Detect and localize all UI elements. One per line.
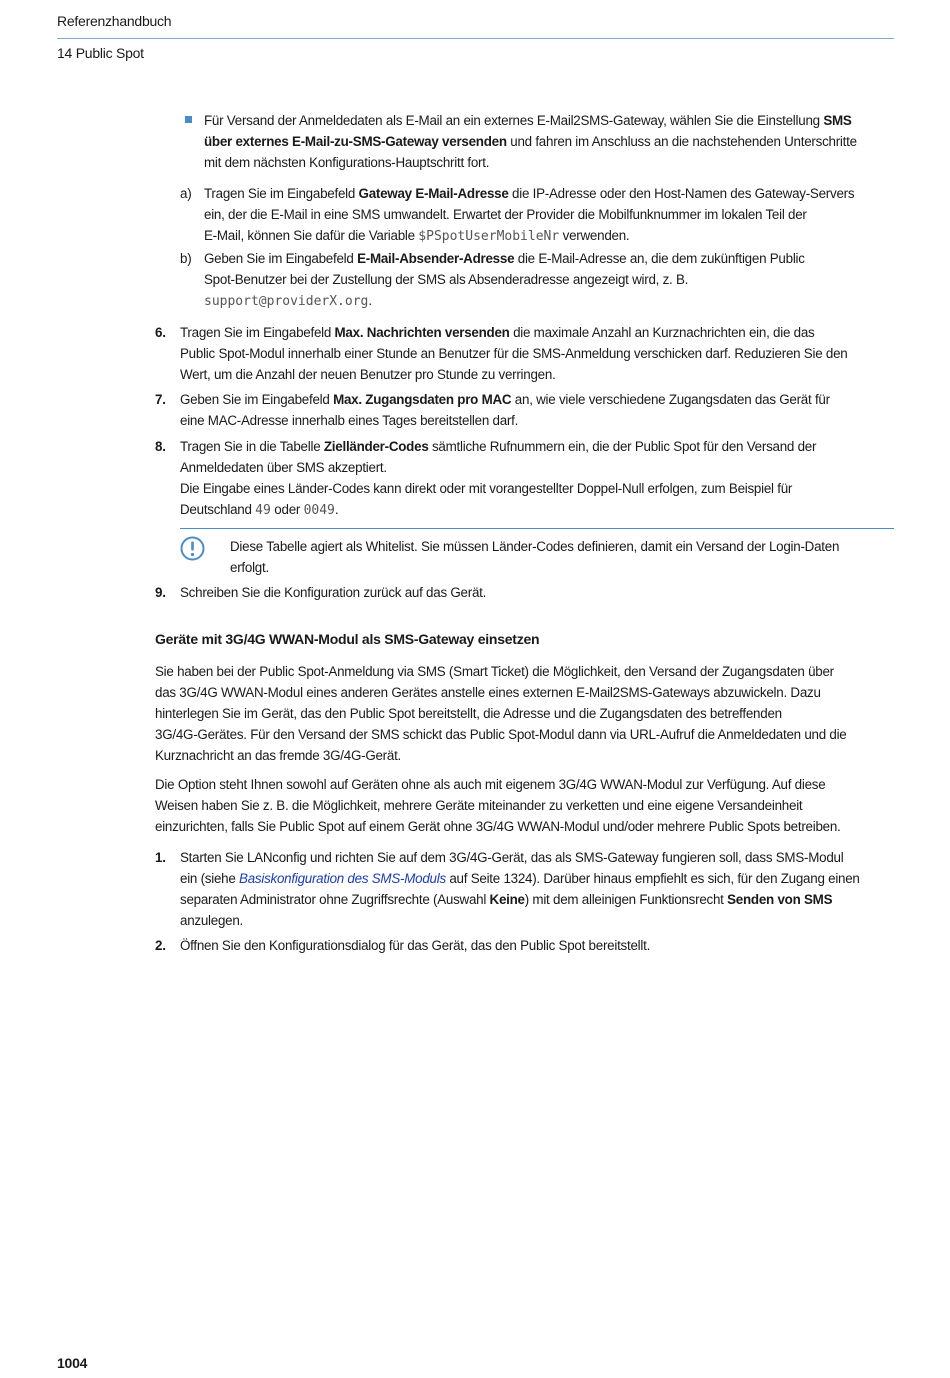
country-code-49: 49 [255,503,271,518]
page-header [57,10,894,64]
step-number-9: 9. [155,585,166,600]
section-heading: Geräte mit 3G/4G WWAN-Modul als SMS-Gateway einsetzen [155,631,540,647]
step-number-7: 7. [155,392,166,407]
info-exclamation-icon [180,536,205,561]
note-divider [180,528,894,529]
step-number-8: 8. [155,439,166,454]
step-7: Geben Sie im Eingabefeld Max. Zugangsdaten pro MAC an, wie viele verschiedene Zugangsdaten das Gerät für eine MAC-Adresse innerhalb eines Tages bereitstellen darf. [180,392,830,428]
step-number-2: 2. [155,938,166,953]
step-8: Tragen Sie in die Tabelle Zielländer-Codes sämtliche Rufnummern ein, die der Public Spot für den Versand der Anmeldedaten über SMS akzeptiert. Die Eingabe eines Länder-Codes kann direkt oder mit vorangestellter Doppel-Null erfolgen, zum Beispiel für Deutschland 49 oder 0049. [180,439,817,518]
chapter-title: 14 Public Spot [57,45,144,61]
step-2: Öffnen Sie den Konfigurationsdialog für das Gerät, das den Public Spot bereitstellt. [180,938,651,953]
country-code-0049: 0049 [303,503,335,518]
step-6: Tragen Sie im Eingabefeld Max. Nachrichten versenden die maximale Anzahl an Kurznachrichten ein, die das Public Spot-Modul innerhalb einer Stunde an Benutzer für die SMS-Anmeldung verschicken darf. Reduzieren Sie den Wert, um die Anzahl der neuen Benutzer pro Stunde zu verringen. [180,325,848,382]
document-title: Referenzhandbuch [57,13,172,29]
note-text: Diese Tabelle agiert als Whitelist. Sie müssen Länder-Codes definieren, damit ein Versand der Login-Daten erfolgt. [230,539,840,575]
basiskonfiguration-link[interactable]: Basiskonfiguration des SMS-Moduls [239,871,446,886]
sub-step-a: Tragen Sie im Eingabefeld Gateway E-Mail-Adresse die IP-Adresse oder den Host-Namen des Gateway-Servers ein, der die E-Mail in eine SMS umwandelt. Erwartet der Provider die Mobilfunknummer im lokalen Teil der E-Mail, können Sie dafür die Variable $PSpotUserMobileNr verwenden. [204,186,855,244]
step-number-6: 6. [155,325,166,340]
bullet-paragraph: Für Versand der Anmeldedaten als E-Mail an ein externes E-Mail2SMS-Gateway, wählen Sie die Einstellung SMS über externes E-Mail-zu-SMS-Gateway versenden und fahren im Anschluss an die nachstehenden Unterschritte mit dem nächsten Konfigurations-Hauptschritt fort. [204,113,857,170]
email-code: support@providerX.org [204,294,369,309]
sub-step-b: Geben Sie im Eingabefeld E-Mail-Absender-Adresse die E-Mail-Adresse an, die dem zukünftigen Public Spot-Benutzer bei der Zustellung der SMS als Absenderadresse angezeigt wird, z. B. support@providerX.org. [204,251,805,309]
step-number-1: 1. [155,850,166,865]
sub-step-marker-b: b) [180,251,192,266]
variable-code: $PSpotUserMobileNr [418,229,560,244]
section-paragraph-2: Die Option steht Ihnen sowohl auf Geräten ohne als auch mit eigenem 3G/4G WWAN-Modul zur Verfügung. Auf diese Weisen haben Sie z. B. die Möglichkeit, mehrere Geräte miteinander zu verketten und eine eigene Versandeinheit einzurichten, falls Sie Public Spot auf einem Gerät ohne 3G/4G WWAN-Modul und/oder mehrere Public Spots betreiben. [155,777,841,834]
square-bullet-icon [185,116,192,123]
page-number: 1004 [57,1355,88,1371]
header-divider [57,38,894,39]
step-9: Schreiben Sie die Konfiguration zurück auf das Gerät. [180,585,487,600]
step-1: Starten Sie LANconfig und richten Sie auf dem 3G/4G-Gerät, das als SMS-Gateway fungieren soll, dass SMS-Modul ein (siehe Basiskonfiguration des SMS-Moduls auf Seite 1324). Darüber hinaus empfiehlt es sich, für den Zugang einen separaten Administrator ohne Zugriffsrechte (Auswahl Keine) mit dem alleinigen Funktionsrecht Senden von SMS anzulegen. [180,850,860,928]
section-paragraph-1: Sie haben bei der Public Spot-Anmeldung via SMS (Smart Ticket) die Möglichkeit, den Versand der Zugangsdaten über das 3G/4G WWAN-Modul eines anderen Gerätes anstelle eines externen E-Mail2SMS-Gateways abzuwickeln. Dazu hinterlegen Sie im Gerät, das den Public Spot bereitstellt, die Adresse und die Zugangsdaten des betreffenden 3G/4G-Gerätes. Für den Versand der SMS schickt das Public Spot-Modul dann via URL-Aufruf die Anmeldedaten und die Kurznachricht an das fremde 3G/4G-Gerät. [155,664,847,763]
sub-step-marker-a: a) [180,186,192,201]
